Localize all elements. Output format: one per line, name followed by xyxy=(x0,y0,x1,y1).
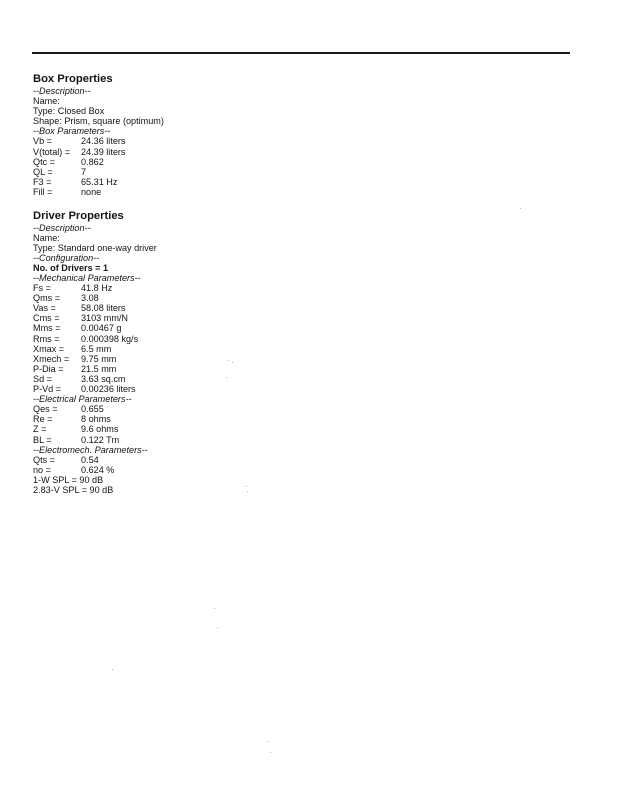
parameter-label: Qts = xyxy=(33,454,55,465)
box-parameters-list xyxy=(33,136,413,197)
electrical-parameters-list xyxy=(33,404,413,444)
parameter-label: P-Dia = xyxy=(33,363,64,374)
parameter-row xyxy=(33,147,413,157)
box-name: Name: xyxy=(33,96,60,107)
parameter-label: Xmax = xyxy=(33,343,65,354)
box-type: Type: Closed Box xyxy=(33,106,105,117)
parameter-row xyxy=(33,364,413,374)
box-description-header: --Description-- xyxy=(33,86,91,96)
configuration-header: --Configuration-- xyxy=(33,252,100,263)
parameter-row xyxy=(33,303,413,313)
parameter-row xyxy=(33,293,413,303)
parameter-value: 8 ohms xyxy=(81,414,111,425)
parameter-row xyxy=(33,157,413,167)
parameter-value: 0.624 % xyxy=(81,464,115,475)
parameter-row xyxy=(33,374,413,384)
parameter-value: 3.63 sq.cm xyxy=(81,373,126,384)
parameter-value: 65.31 Hz xyxy=(81,176,118,187)
parameter-label: Cms = xyxy=(33,313,60,324)
parameter-value: none xyxy=(81,186,102,197)
parameter-label: Qtc = xyxy=(33,156,55,167)
document-body xyxy=(33,73,413,495)
parameter-value: 9.75 mm xyxy=(81,353,117,364)
parameter-value: 0.862 xyxy=(81,156,104,167)
parameter-value: 21.5 mm xyxy=(81,363,117,374)
parameter-label: V(total) = xyxy=(33,146,71,157)
scan-speck xyxy=(228,360,229,361)
box-shape: Shape: Prism, square (optimum) xyxy=(33,116,164,127)
parameter-label: Xmech = xyxy=(33,353,70,364)
parameter-label: Vas = xyxy=(33,303,56,314)
parameter-row xyxy=(33,344,413,354)
parameter-row xyxy=(33,334,413,344)
parameter-value: 7 xyxy=(81,166,87,177)
parameter-row xyxy=(33,465,413,475)
scan-speck xyxy=(520,208,521,209)
parameter-value: 3.08 xyxy=(81,293,99,304)
parameter-row xyxy=(33,435,413,445)
parameter-row xyxy=(33,384,413,394)
parameter-value: 24.39 liters xyxy=(81,146,126,157)
parameter-label: Rms = xyxy=(33,333,60,344)
box-properties-section xyxy=(33,73,413,197)
parameter-row xyxy=(33,177,413,187)
parameter-value: 58.08 liters xyxy=(81,303,126,314)
parameter-row xyxy=(33,455,413,465)
parameter-label: Qes = xyxy=(33,404,58,415)
parameter-label: Mms = xyxy=(33,323,61,334)
mechanical-parameters-header: --Mechanical Parameters-- xyxy=(33,273,141,283)
parameter-label: Fill = xyxy=(33,186,53,197)
parameter-value: 41.8 Hz xyxy=(81,283,113,294)
number-of-drivers: No. of Drivers = 1 xyxy=(33,262,109,273)
header-rule xyxy=(32,52,570,54)
parameter-value: 0.655 xyxy=(81,404,104,415)
scan-speck xyxy=(217,627,218,628)
spl-2-83v: 2.83-V SPL = 90 dB xyxy=(33,484,114,495)
parameter-row xyxy=(33,313,413,323)
parameter-label: Vb = xyxy=(33,136,52,147)
scan-speck xyxy=(270,752,271,753)
parameter-label: BL = xyxy=(33,434,52,445)
parameter-value: 0.000398 kg/s xyxy=(81,333,139,344)
parameter-value: 0.00467 g xyxy=(81,323,122,334)
parameter-row xyxy=(33,354,413,364)
parameter-value: 6.5 mm xyxy=(81,343,112,354)
parameter-label: Re = xyxy=(33,414,53,425)
parameter-label: Fs = xyxy=(33,283,51,294)
parameter-row xyxy=(33,414,413,424)
scan-speck xyxy=(268,741,269,742)
scan-speck xyxy=(112,669,113,670)
electromech-parameters-list xyxy=(33,455,413,475)
parameter-row xyxy=(33,187,413,197)
scan-speck xyxy=(232,362,233,363)
parameter-value: 0.54 xyxy=(81,454,99,465)
electromech-parameters-header: --Electromech. Parameters-- xyxy=(33,444,148,455)
parameter-label: P-Vd = xyxy=(33,384,62,395)
parameter-value: 3103 mm/N xyxy=(81,313,129,324)
driver-properties-title: Driver Properties xyxy=(33,209,124,222)
parameter-label: Qms = xyxy=(33,293,61,304)
electrical-parameters-header: --Electrical Parameters-- xyxy=(33,394,132,405)
scan-speck xyxy=(247,491,248,492)
driver-description-header: --Description-- xyxy=(33,222,91,233)
parameter-value: 0.00236 liters xyxy=(81,384,136,395)
parameter-row xyxy=(33,136,413,146)
parameter-label: Sd = xyxy=(33,373,52,384)
scan-speck xyxy=(246,486,247,487)
parameter-row xyxy=(33,404,413,414)
parameter-row xyxy=(33,167,413,177)
parameter-row xyxy=(33,424,413,434)
driver-properties-section xyxy=(33,210,413,496)
parameter-label: QL = xyxy=(33,166,53,177)
parameter-label: no = xyxy=(33,464,51,475)
driver-name: Name: xyxy=(33,232,60,243)
scan-speck xyxy=(226,377,227,378)
parameter-row xyxy=(33,283,413,293)
driver-type: Type: Standard one-way driver xyxy=(33,242,157,253)
box-parameters-header: --Box Parameters-- xyxy=(33,126,111,137)
parameter-label: Z = xyxy=(33,424,47,435)
box-properties-title: Box Properties xyxy=(33,73,113,85)
scan-speck xyxy=(214,608,215,609)
parameter-label: F3 = xyxy=(33,176,52,187)
parameter-row xyxy=(33,323,413,333)
parameter-value: 24.36 liters xyxy=(81,136,126,147)
spl-1w: 1-W SPL = 90 dB xyxy=(33,474,104,485)
parameter-value: 0.122 Tm xyxy=(81,434,120,445)
parameter-value: 9.6 ohms xyxy=(81,424,119,435)
mechanical-parameters-list xyxy=(33,283,413,394)
